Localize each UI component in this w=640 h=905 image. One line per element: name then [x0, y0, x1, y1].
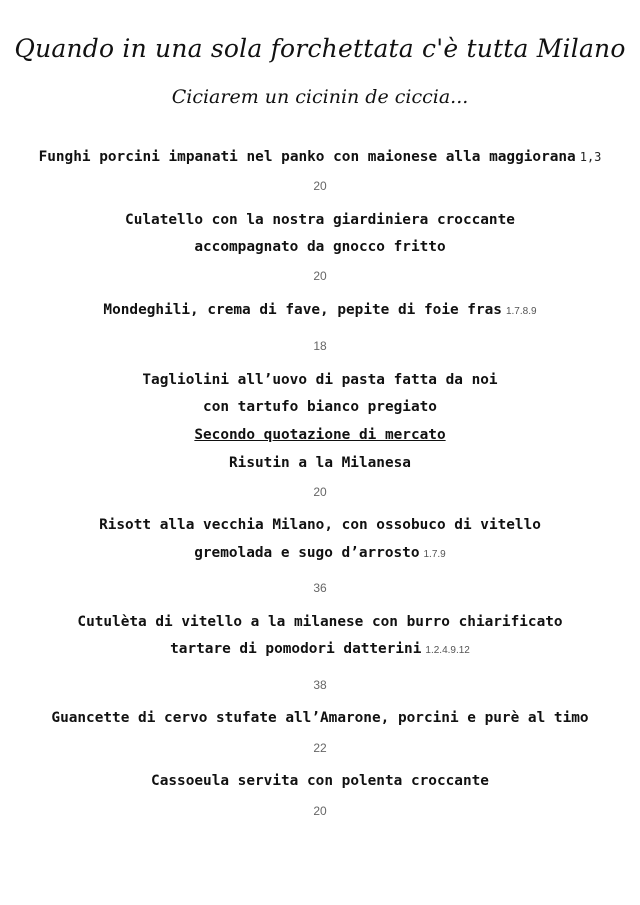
menu-item-6-line-1: Risott alla vecchia Milano, con ossobuco di vitello: [99, 517, 541, 533]
menu-item-8-price: 22: [313, 741, 327, 755]
menu-item-7-line-1: Cutulèta di vitello a la milanese con burro chiarificato: [77, 614, 563, 630]
menu-item-7-line-2: [0, 641, 640, 657]
menu-item-9-line-1: Cassoeula servita con polenta croccante: [151, 773, 489, 789]
dish-name: Funghi porcini impanati nel panko con maionese alla maggiorana: [38, 149, 576, 165]
menu-item-5-price: 20: [313, 485, 327, 499]
allergen-codes: 1.7.8.9: [505, 306, 537, 317]
menu-item-2-price: 20: [313, 269, 327, 283]
menu-title: Quando in una sola forchettata c'è tutta Milano: [14, 34, 626, 63]
menu-item-7-price: 38: [313, 678, 327, 692]
menu-subtitle: Ciciarem un cicinin de ciccia...: [171, 86, 469, 108]
menu-item-2-line-2: accompagnato da gnocco fritto: [194, 239, 446, 255]
menu-item-2-line-1: Culatello con la nostra giardiniera croccante: [125, 212, 515, 228]
menu-item-5-line-1: Risutin a la Milanesa: [229, 455, 411, 471]
menu-item-1-line-1: [0, 149, 640, 165]
menu-item-6-price: 36: [313, 581, 327, 595]
menu-item-3-price: 18: [313, 339, 327, 353]
menu-item-4-line-1: Tagliolini all’uovo di pasta fatta da noi: [142, 372, 498, 388]
menu-item-6-line-2: [0, 545, 640, 561]
allergen-codes: 1.2.4.9.12: [425, 645, 470, 656]
menu-item-8-line-1: Guancette di cervo stufate all’Amarone, porcini e purè al timo: [51, 710, 589, 726]
market-price-note: Secondo quotazione di mercato: [194, 427, 446, 443]
menu-item-3-line-1: [0, 302, 640, 318]
dish-name: tartare di pomodori datterini: [170, 641, 422, 657]
menu-item-9-price: 20: [313, 804, 327, 818]
menu-item-4-line-3: [0, 427, 640, 443]
dish-name: gremolada e sugo d’arrosto: [194, 545, 420, 561]
menu-item-4-line-2: con tartufo bianco pregiato: [203, 399, 437, 415]
allergen-codes: 1,3: [579, 150, 602, 164]
allergen-codes: 1.7.9: [423, 549, 446, 560]
menu-item-1-price: 20: [313, 179, 327, 193]
dish-name: Mondeghili, crema di fave, pepite di foie fras: [103, 302, 502, 318]
